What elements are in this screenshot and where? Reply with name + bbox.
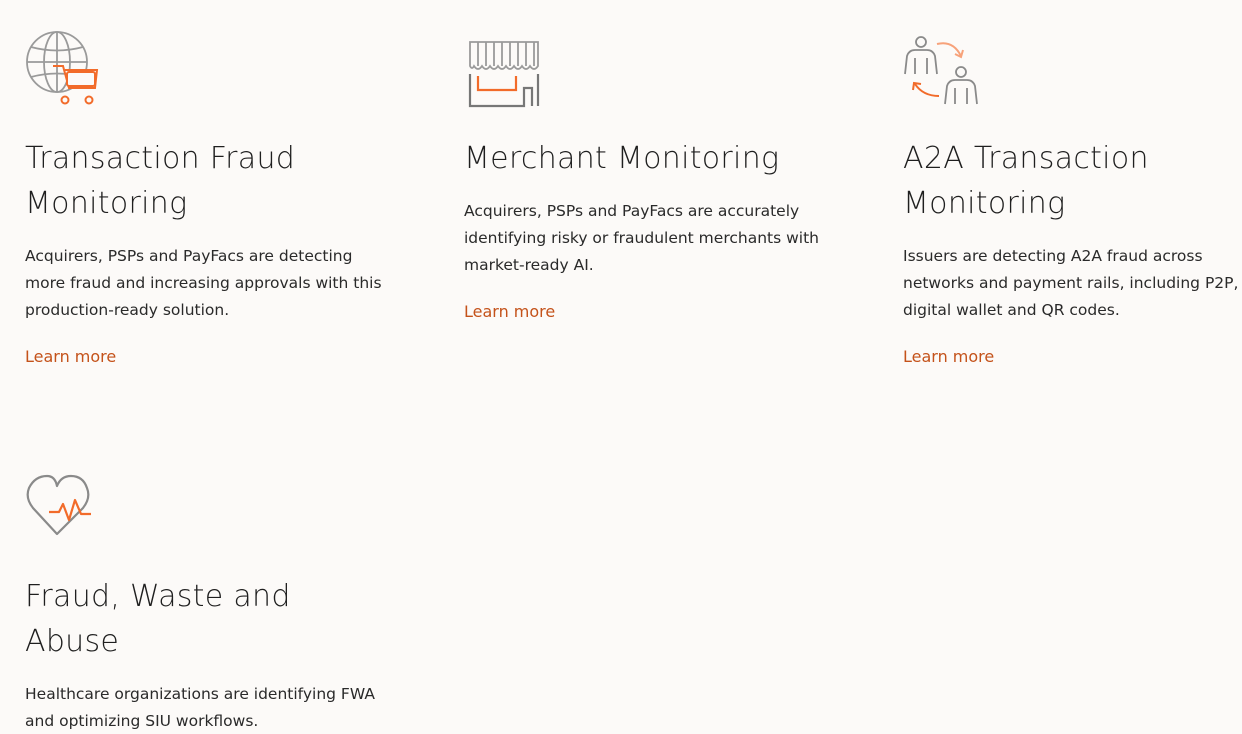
- card-description: Acquirers, PSPs and PayFacs are accurately identifying risky or fraudulent merchants with market-ready AI.: [464, 202, 819, 274]
- learn-more-link[interactable]: Learn more: [903, 347, 995, 366]
- card-merchant-monitoring: [464, 30, 824, 324]
- globe-cart-icon: [25, 30, 105, 110]
- card-description: Healthcare organizations are identifying FWA and optimizing SIU workflows.: [25, 685, 375, 730]
- learn-more-link[interactable]: Learn more: [25, 347, 117, 366]
- card-fraud-waste-abuse: [25, 468, 385, 734]
- card-title: Transaction Fraud Monitoring: [25, 141, 296, 221]
- card-title: A2A Transaction Monitoring: [903, 141, 1149, 221]
- storefront-icon: [464, 30, 544, 110]
- learn-more-link[interactable]: Learn more: [464, 302, 556, 321]
- card-description: Acquirers, PSPs and PayFacs are detecting more fraud and increasing approvals with this production-ready solution.: [25, 247, 382, 319]
- people-exchange-icon: [903, 30, 983, 110]
- heart-pulse-icon: [25, 468, 105, 548]
- card-transaction-fraud-monitoring: [25, 30, 385, 369]
- card-description: Issuers are detecting A2A fraud across networks and payment rails, including P2P, digital wallet and QR codes.: [903, 247, 1239, 319]
- card-title: Fraud, Waste and Abuse: [25, 579, 291, 659]
- card-title: Merchant Monitoring: [464, 141, 780, 176]
- card-a2a-transaction-monitoring: [903, 30, 1242, 369]
